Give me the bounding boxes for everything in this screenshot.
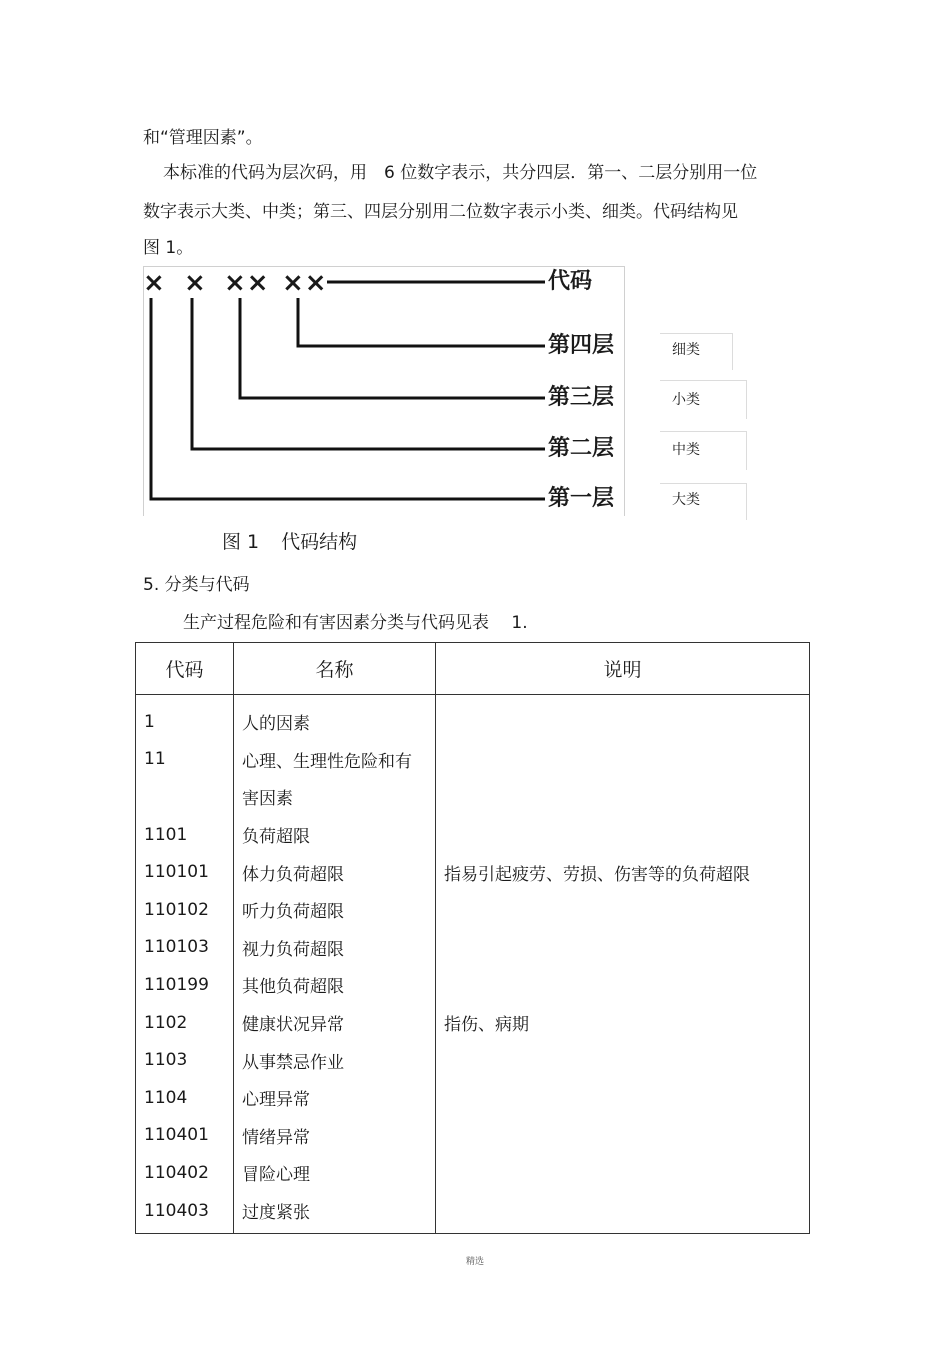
table-row bbox=[136, 929, 810, 967]
cell-code: 110199 bbox=[136, 966, 234, 1004]
figure-title: 代码结构 bbox=[281, 531, 358, 553]
cell-name: 健康状况异常 bbox=[234, 1004, 436, 1042]
cell-name: 听力负荷超限 bbox=[234, 891, 436, 929]
table-header-row bbox=[136, 643, 810, 695]
cell-note bbox=[436, 966, 810, 1004]
cell-code: 110102 bbox=[136, 891, 234, 929]
intro-line-3: 数字表示大类、中类；第三、四层分别用二位数字表示小类、细类。代码结构见 bbox=[143, 202, 738, 222]
cell-note bbox=[436, 1079, 810, 1117]
cell-code: 110103 bbox=[136, 929, 234, 967]
cell-code: 1101 bbox=[136, 816, 234, 854]
table-row bbox=[136, 695, 810, 741]
intro-line-2: 本标准的代码为层次码，用 6 位数字表示，共分四层．第一、二层分别用一位 bbox=[163, 163, 758, 183]
cell-code: 1103 bbox=[136, 1041, 234, 1079]
diagram-level-2: 第二层 bbox=[548, 436, 615, 461]
table-body bbox=[136, 695, 810, 1234]
cell-code: 1102 bbox=[136, 1004, 234, 1042]
cell-note bbox=[436, 695, 810, 741]
cell-name: 情绪异常 bbox=[234, 1117, 436, 1155]
mark-level-3: ×× bbox=[224, 268, 270, 298]
cell-name: 体力负荷超限 bbox=[234, 853, 436, 891]
side-label-small: 小类 bbox=[672, 392, 700, 408]
figure-number: 图 1 bbox=[222, 531, 260, 553]
cell-name: 人的因素 bbox=[234, 695, 436, 741]
cell-note: 指伤、病期 bbox=[436, 1004, 810, 1042]
cell-note bbox=[436, 1154, 810, 1192]
cell-note bbox=[436, 1041, 810, 1079]
table-row bbox=[136, 1079, 810, 1117]
table-row bbox=[136, 891, 810, 929]
table-row bbox=[136, 1192, 810, 1234]
cell-code bbox=[136, 778, 234, 816]
cell-name: 其他负荷超限 bbox=[234, 966, 436, 1004]
header-note: 说明 bbox=[436, 643, 810, 695]
cell-note bbox=[436, 1117, 810, 1155]
cell-name: 从事禁忌作业 bbox=[234, 1041, 436, 1079]
diagram-level-4: 第四层 bbox=[548, 333, 615, 358]
table-row bbox=[136, 1154, 810, 1192]
cell-note: 指易引起疲劳、劳损、伤害等的负荷超限 bbox=[436, 853, 810, 891]
code-structure-diagram bbox=[143, 266, 625, 516]
side-label-large: 大类 bbox=[672, 492, 700, 508]
section-heading: 5. 分类与代码 bbox=[143, 575, 250, 595]
cell-name: 视力负荷超限 bbox=[234, 929, 436, 967]
cell-code: 110101 bbox=[136, 853, 234, 891]
cell-note bbox=[436, 1192, 810, 1234]
table-row bbox=[136, 853, 810, 891]
intro-line-4: 图 1。 bbox=[143, 238, 194, 258]
cell-name: 心理异常 bbox=[234, 1079, 436, 1117]
side-label-medium: 中类 bbox=[672, 442, 700, 458]
mark-level-4: ×× bbox=[282, 268, 328, 298]
footer-label: 精选 bbox=[466, 1257, 485, 1267]
table-row bbox=[136, 778, 810, 816]
figure-caption bbox=[222, 530, 357, 554]
table-row bbox=[136, 816, 810, 854]
cell-name: 负荷超限 bbox=[234, 816, 436, 854]
cell-code: 110402 bbox=[136, 1154, 234, 1192]
table-row bbox=[136, 1004, 810, 1042]
cell-name: 过度紧张 bbox=[234, 1192, 436, 1234]
intro-line-1: 和“管理因素”。 bbox=[143, 128, 263, 148]
cell-code: 1 bbox=[136, 695, 234, 741]
table-row bbox=[136, 1041, 810, 1079]
cell-code: 110403 bbox=[136, 1192, 234, 1234]
table-row bbox=[136, 741, 810, 779]
table-row bbox=[136, 1117, 810, 1155]
cell-note bbox=[436, 778, 810, 816]
cell-note bbox=[436, 816, 810, 854]
cell-note bbox=[436, 929, 810, 967]
cell-code: 1104 bbox=[136, 1079, 234, 1117]
mark-level-1: × bbox=[143, 268, 166, 298]
mark-level-2: × bbox=[184, 268, 207, 298]
cell-name: 害因素 bbox=[234, 778, 436, 816]
table-row bbox=[136, 966, 810, 1004]
classification-table bbox=[135, 642, 810, 1234]
section-intro: 生产过程危险和有害因素分类与代码见表 1. bbox=[183, 613, 528, 633]
diagram-level-1: 第一层 bbox=[548, 486, 615, 511]
header-code: 代码 bbox=[136, 643, 234, 695]
diagram-level-3: 第三层 bbox=[548, 385, 615, 410]
side-label-fine: 细类 bbox=[672, 342, 700, 358]
diagram-code-label: 代码 bbox=[548, 269, 593, 294]
cell-code: 11 bbox=[136, 741, 234, 779]
cell-note bbox=[436, 741, 810, 779]
cell-name: 冒险心理 bbox=[234, 1154, 436, 1192]
cell-note bbox=[436, 891, 810, 929]
cell-name: 心理、生理性危险和有 bbox=[234, 741, 436, 779]
cell-code: 110401 bbox=[136, 1117, 234, 1155]
header-name: 名称 bbox=[234, 643, 436, 695]
